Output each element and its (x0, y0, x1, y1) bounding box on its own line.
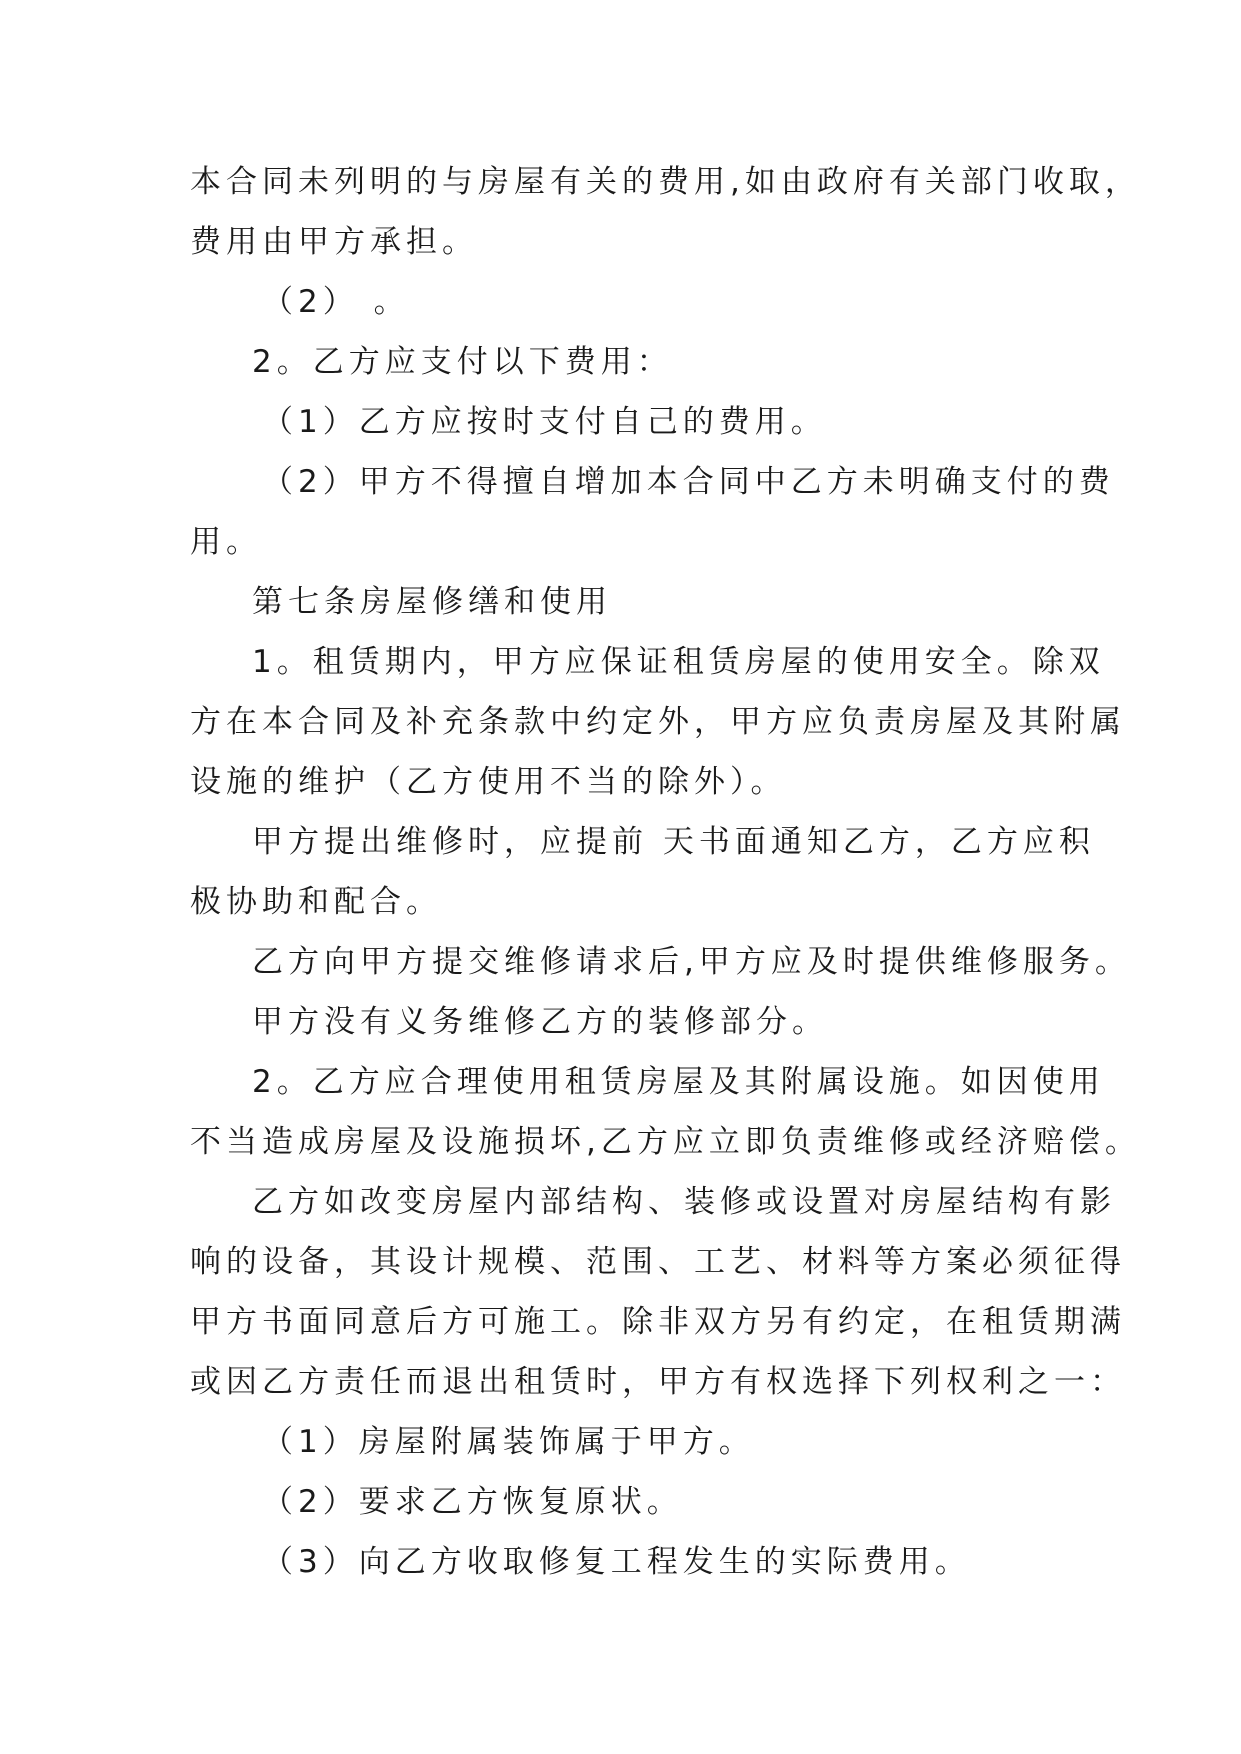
item-line: （3）向乙方收取修复工程发生的实际费用。 (262, 1544, 971, 1580)
paragraph-line: 甲方书面同意后方可施工。除非双方另有约定，在租赁期满 (190, 1304, 1126, 1340)
paragraph-line: 乙方向甲方提交维修请求后,甲方应及时提供维修服务。 (252, 944, 1131, 980)
item-line: （1）乙方应按时支付自己的费用。 (262, 404, 827, 440)
item-line: （1）房屋附属装饰属于甲方。 (262, 1424, 755, 1460)
clause-line: 2。乙方应合理使用租赁房屋及其附属设施。如因使用 (252, 1064, 1105, 1100)
paragraph-line: 不当造成房屋及设施损坏,乙方应立即负责维修或经济赔偿。 (190, 1124, 1141, 1160)
paragraph-line: 甲方没有义务维修乙方的装修部分。 (252, 1004, 828, 1040)
paragraph-line: 本合同未列明的与房屋有关的费用,如由政府有关部门收取， (190, 164, 1141, 200)
paragraph-line: 乙方如改变房屋内部结构、装修或设置对房屋结构有影 (252, 1184, 1116, 1220)
paragraph-line: 响的设备，其设计规模、范围、工艺、材料等方案必须征得 (190, 1244, 1126, 1280)
clause-line: 1。租赁期内，甲方应保证租赁房屋的使用安全。除双 (252, 644, 1105, 680)
item-line: （2）甲方不得擅自增加本合同中乙方未明确支付的费 (262, 464, 1115, 500)
paragraph-line: 极协助和配合。 (190, 884, 442, 920)
paragraph-line: 费用由甲方承担。 (190, 224, 478, 260)
item-line: （2） 。 (262, 284, 410, 320)
clause-line: 2。乙方应支付以下费用： (252, 344, 673, 380)
paragraph-line: 或因乙方责任而退出租赁时，甲方有权选择下列权利之一： (190, 1364, 1126, 1400)
section-heading: 第七条房屋修缮和使用 (252, 584, 612, 620)
paragraph-line: 甲方提出维修时，应提前 天书面通知乙方，乙方应积 (252, 824, 1095, 860)
document-body (190, 152, 1141, 1592)
item-line: （2）要求乙方恢复原状。 (262, 1484, 683, 1520)
paragraph-line: 设施的维护（乙方使用不当的除外）。 (190, 764, 787, 800)
paragraph-line: 用。 (190, 524, 262, 560)
paragraph-line: 方在本合同及补充条款中约定外，甲方应负责房屋及其附属 (190, 704, 1126, 740)
